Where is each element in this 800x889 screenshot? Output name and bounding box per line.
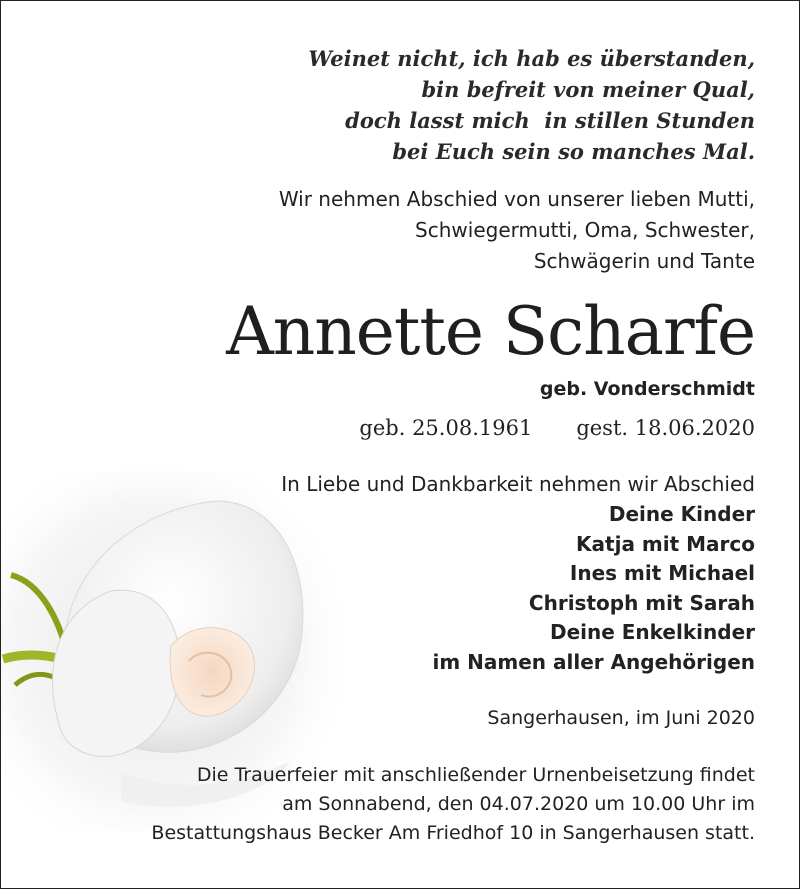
- intro-line: Schwägerin und Tante: [533, 249, 755, 273]
- place-date: Sangerhausen, im Juni 2020: [487, 707, 755, 729]
- intro-line: Wir nehmen Abschied von unserer lieben Mutti,: [278, 187, 755, 211]
- mourner-line: Christoph mit Sarah: [528, 590, 755, 615]
- mourners-list: [432, 500, 755, 677]
- service-line: Bestattungshaus Becker Am Friedhof 10 in Sangerhausen statt.: [151, 822, 755, 844]
- deceased-name: Annette Scharfe: [226, 293, 755, 370]
- poem-line: bei Euch sein so manches Mal.: [392, 139, 755, 164]
- mourner-line: Ines mit Michael: [569, 561, 755, 585]
- intro-text: [279, 184, 755, 277]
- intro-line: Schwiegermutti, Oma, Schwester,: [415, 218, 755, 242]
- farewell-text: In Liebe und Dankbarkeit nehmen wir Abschied: [281, 472, 755, 496]
- mourner-line: Deine Enkelkinder: [549, 620, 755, 644]
- mourner-line: Katja mit Marco: [576, 531, 755, 556]
- life-dates: [359, 413, 755, 443]
- service-info: [151, 761, 755, 848]
- poem: [308, 43, 755, 167]
- service-line: Die Trauerfeier mit anschließender Urnenbeisetzung findet: [196, 764, 755, 786]
- mourner-line: im Namen aller Angehörigen: [432, 649, 755, 674]
- death-date: gest. 18.06.2020: [576, 416, 755, 440]
- service-line: am Sonnabend, den 04.07.2020 um 10.00 Uhr im: [282, 793, 755, 815]
- poem-line: Weinet nicht, ich hab es überstanden,: [308, 46, 755, 71]
- birth-date: geb. 25.08.1961: [359, 416, 533, 440]
- poem-line: bin befreit von meiner Qual,: [421, 77, 755, 102]
- maiden-name: geb. Vonderschmidt: [539, 378, 755, 400]
- mourner-line: Deine Kinder: [608, 502, 755, 526]
- poem-line: doch lasst mich in stillen Stunden: [345, 108, 755, 133]
